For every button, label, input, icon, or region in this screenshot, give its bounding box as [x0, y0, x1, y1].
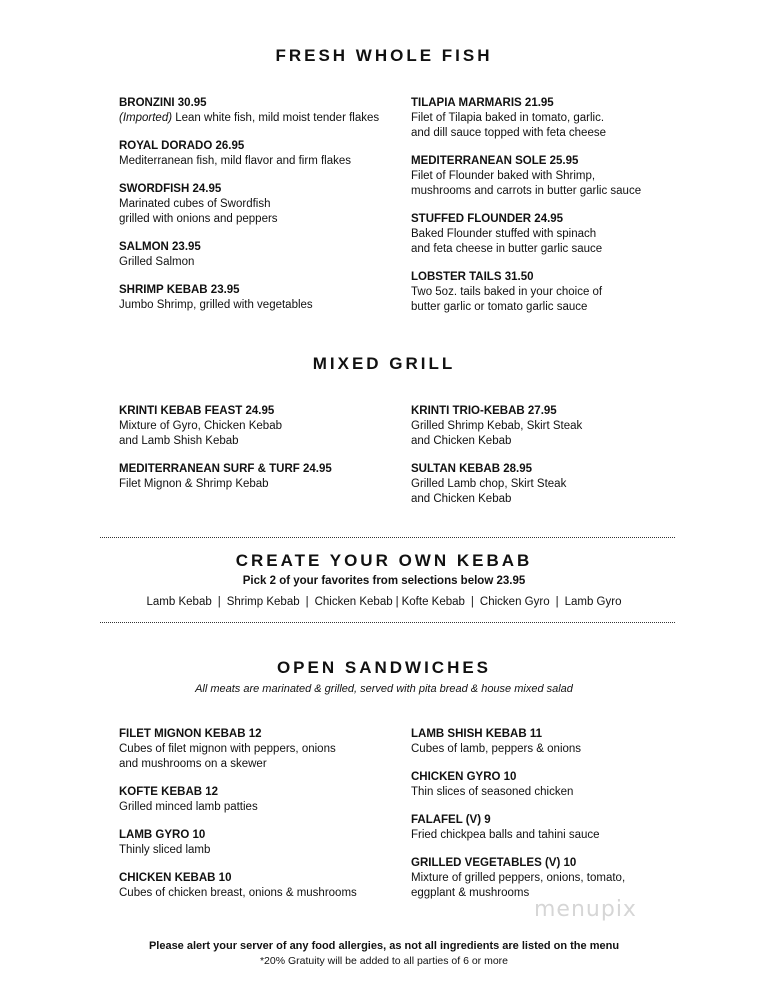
- item-name: KOFTE KEBAB 12: [119, 786, 219, 798]
- kebab-option: Chicken Gyro: [479, 596, 550, 608]
- menu-item: [411, 462, 701, 507]
- item-name: FILET MIGNON KEBAB 12: [119, 728, 262, 740]
- kebab-option: Shrimp Kebab: [226, 596, 300, 608]
- item-description-line2: and mushrooms on a skewer: [119, 758, 267, 770]
- kebab-options: Lamb Kebab | Shrimp Kebab | Chicken Kebab | Kofte Kebab | Chicken Gyro | Lamb Gyro: [146, 596, 622, 608]
- item-description-line2: butter garlic or tomato garlic sauce: [411, 301, 588, 313]
- item-name: KRINTI TRIO-KEBAB 27.95: [411, 405, 557, 417]
- grill-right-column: [411, 404, 701, 520]
- item-name: TILAPIA MARMARIS 21.95: [411, 97, 554, 109]
- item-description: Mediterranean fish, mild flavor and firm flakes: [119, 155, 352, 167]
- item-description: Grilled minced lamb patties: [119, 801, 258, 813]
- item-description: [119, 111, 409, 126]
- section-title-fish: FRESH WHOLE FISH: [275, 46, 493, 65]
- item-name: SALMON 23.95: [119, 241, 201, 253]
- kebab-option: Chicken Kebab: [314, 596, 393, 608]
- menu-item: [119, 283, 409, 313]
- menu-item: [411, 270, 711, 315]
- allergy-notice: Please alert your server of any food allergies, as not all ingredients are listed on the menu: [148, 940, 620, 952]
- menu-item: [411, 404, 701, 449]
- item-description: Cubes of chicken breast, onions & mushrooms: [119, 887, 357, 899]
- menu-item: [411, 770, 701, 800]
- kebab-option: Kofte Kebab: [401, 596, 465, 608]
- item-description: Mixture of grilled peppers, onions, tomato,: [411, 872, 626, 884]
- item-description: Filet of Tilapia baked in tomato, garlic.: [411, 112, 605, 124]
- menu-item: [119, 785, 409, 815]
- menu-item: [119, 727, 409, 772]
- item-name: KRINTI KEBAB FEAST 24.95: [119, 405, 275, 417]
- section-title-create: CREATE YOUR OWN KEBAB: [235, 551, 533, 570]
- menu-item: [119, 240, 409, 270]
- gratuity-notice: *20% Gratuity will be added to all parties of 6 or more: [259, 955, 509, 967]
- item-name: LOBSTER TAILS 31.50: [411, 271, 534, 283]
- sandwiches-note: All meats are marinated & grilled, served with pita bread & house mixed salad: [195, 683, 573, 695]
- item-description: Grilled Lamb chop, Skirt Steak: [411, 478, 567, 490]
- sandwiches-right-column: [411, 727, 701, 914]
- menu-item: [411, 813, 701, 843]
- kebab-option: Lamb Kebab: [146, 596, 212, 608]
- item-description: Filet Mignon & Shrimp Kebab: [119, 478, 269, 490]
- item-description-italic: (Imported): [119, 112, 173, 124]
- menu-item: [119, 96, 409, 126]
- create-subtitle: Pick 2 of your favorites from selections below 23.95: [242, 575, 526, 587]
- item-description-line2: mushrooms and carrots in butter garlic sauce: [411, 185, 642, 197]
- item-name: FALAFEL (V) 9: [411, 814, 491, 826]
- item-name: SULTAN KEBAB 28.95: [411, 463, 532, 475]
- item-name: GRILLED VEGETABLES (V) 10: [411, 857, 577, 869]
- menu-item: [119, 182, 409, 227]
- item-description: Fried chickpea balls and tahini sauce: [411, 829, 600, 841]
- item-name: ROYAL DORADO 26.95: [119, 140, 245, 152]
- item-description-line2: and Chicken Kebab: [411, 435, 512, 447]
- item-description: Grilled Shrimp Kebab, Skirt Steak: [411, 420, 583, 432]
- sandwiches-left-column: [119, 727, 409, 914]
- item-description-line2: and feta cheese in butter garlic sauce: [411, 243, 603, 255]
- item-description: Thin slices of seasoned chicken: [411, 786, 574, 798]
- menu-item: [119, 828, 409, 858]
- menu-item: [119, 404, 409, 449]
- menu-item: [411, 727, 701, 757]
- menu-item: [119, 871, 409, 901]
- item-name: SHRIMP KEBAB 23.95: [119, 284, 240, 296]
- fish-left-column: [119, 96, 409, 326]
- item-description-line2: and Chicken Kebab: [411, 493, 512, 505]
- item-name: MEDITERRANEAN SOLE 25.95: [411, 155, 579, 167]
- dotted-divider-top: [100, 537, 675, 538]
- item-description: Cubes of filet mignon with peppers, onions: [119, 743, 336, 755]
- item-description: Mixture of Gyro, Chicken Kebab: [119, 420, 282, 432]
- menu-item: [411, 154, 711, 199]
- item-description: Jumbo Shrimp, grilled with vegetables: [119, 299, 313, 311]
- item-name: CHICKEN GYRO 10: [411, 771, 517, 783]
- section-title-grill: MIXED GRILL: [312, 354, 456, 373]
- item-description-line2: grilled with onions and peppers: [119, 213, 278, 225]
- item-description-line2: and dill sauce topped with feta cheese: [411, 127, 606, 139]
- menu-item: [411, 856, 701, 901]
- item-description: Grilled Salmon: [119, 256, 195, 268]
- item-name: CHICKEN KEBAB 10: [119, 872, 232, 884]
- dotted-divider-bottom: [100, 622, 675, 623]
- menu-item: [119, 139, 409, 169]
- item-name: BRONZINI 30.95: [119, 97, 207, 109]
- item-description: Marinated cubes of Swordfish: [119, 198, 271, 210]
- item-name: SWORDFISH 24.95: [119, 183, 222, 195]
- section-title-sandwiches: OPEN SANDWICHES: [276, 658, 492, 677]
- kebab-option: Lamb Gyro: [564, 596, 622, 608]
- fish-right-column: [411, 96, 711, 328]
- item-description-text: Lean white fish, mild moist tender flakes: [172, 112, 380, 124]
- grill-left-column: [119, 404, 409, 505]
- item-description: Baked Flounder stuffed with spinach: [411, 228, 597, 240]
- menu-item: [411, 96, 711, 141]
- item-description: Cubes of lamb, peppers & onions: [411, 743, 582, 755]
- item-description: Two 5oz. tails baked in your choice of: [411, 286, 603, 298]
- menu-item: [119, 462, 409, 492]
- item-name: STUFFED FLOUNDER 24.95: [411, 213, 564, 225]
- item-description-line2: and Lamb Shish Kebab: [119, 435, 239, 447]
- item-name: LAMB SHISH KEBAB 11: [411, 728, 542, 740]
- menu-item: [411, 212, 711, 257]
- item-name: LAMB GYRO 10: [119, 829, 206, 841]
- item-description: Filet of Flounder baked with Shrimp,: [411, 170, 596, 182]
- item-description-line2: eggplant & mushrooms: [411, 887, 530, 899]
- watermark-logo: menupix: [534, 897, 637, 922]
- item-name: MEDITERRANEAN SURF & TURF 24.95: [119, 463, 332, 475]
- item-description: Thinly sliced lamb: [119, 844, 211, 856]
